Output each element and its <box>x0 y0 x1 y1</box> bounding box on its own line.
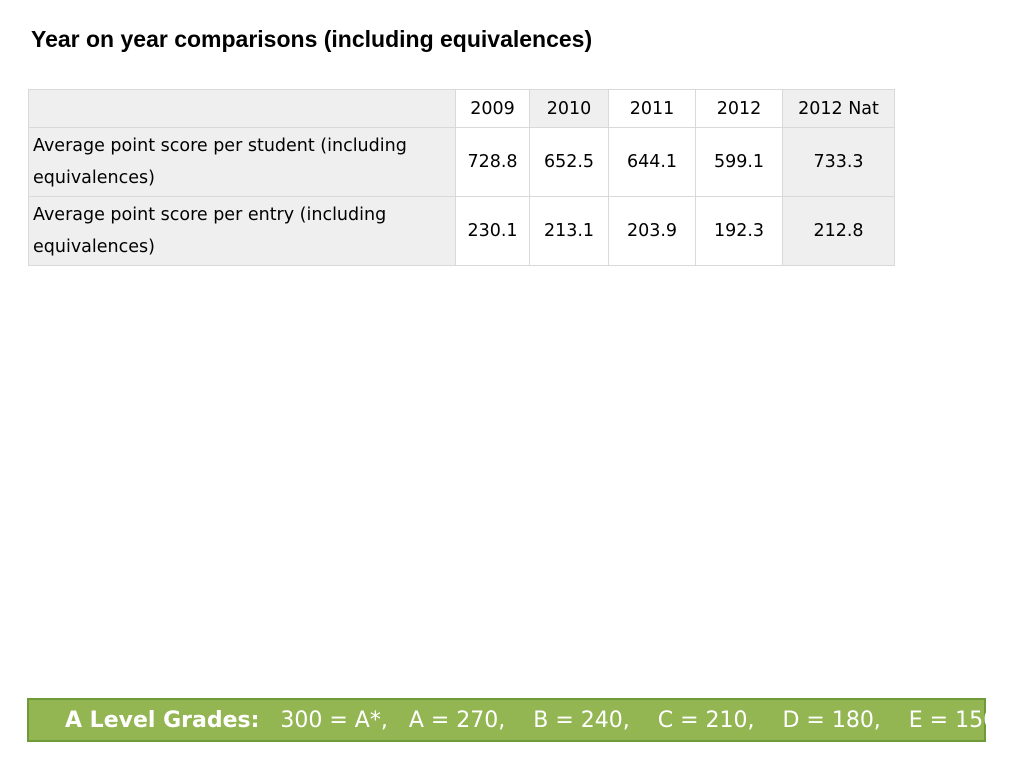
grades-banner <box>27 698 998 742</box>
table-cell: 644.1 <box>609 128 696 197</box>
table-cell: 192.3 <box>696 197 783 266</box>
grades-spacer <box>259 708 280 733</box>
row-label: Average point score per student (including equivalences) <box>29 128 456 197</box>
table-cell: 203.9 <box>609 197 696 266</box>
table-corner-cell <box>29 90 456 128</box>
column-header: 2009 <box>456 90 530 128</box>
table-cell: 652.5 <box>530 128 609 197</box>
column-header: 2012 <box>696 90 783 128</box>
table-cell: 212.8 <box>783 197 895 266</box>
table-row <box>29 128 895 197</box>
row-label: Average point score per entry (including equivalences) <box>29 197 456 266</box>
grades-banner-label: A Level Grades: <box>65 707 260 733</box>
column-header: 2012 Nat <box>783 90 895 128</box>
table-cell: 213.1 <box>530 197 609 266</box>
column-header: 2011 <box>609 90 696 128</box>
column-header: 2010 <box>530 90 609 128</box>
table-cell: 230.1 <box>456 197 530 266</box>
comparison-table <box>28 89 895 266</box>
grades-banner-values: 300 = A*, A = 270, B = 240, C = 210, D = 180, E = 150 <box>280 707 998 733</box>
table-cell: 599.1 <box>696 128 783 197</box>
table-row <box>29 197 895 266</box>
table-header-row <box>29 90 895 128</box>
table-cell: 728.8 <box>456 128 530 197</box>
table-cell: 733.3 <box>783 128 895 197</box>
page-title: Year on year comparisons (including equivalences) <box>31 26 593 52</box>
